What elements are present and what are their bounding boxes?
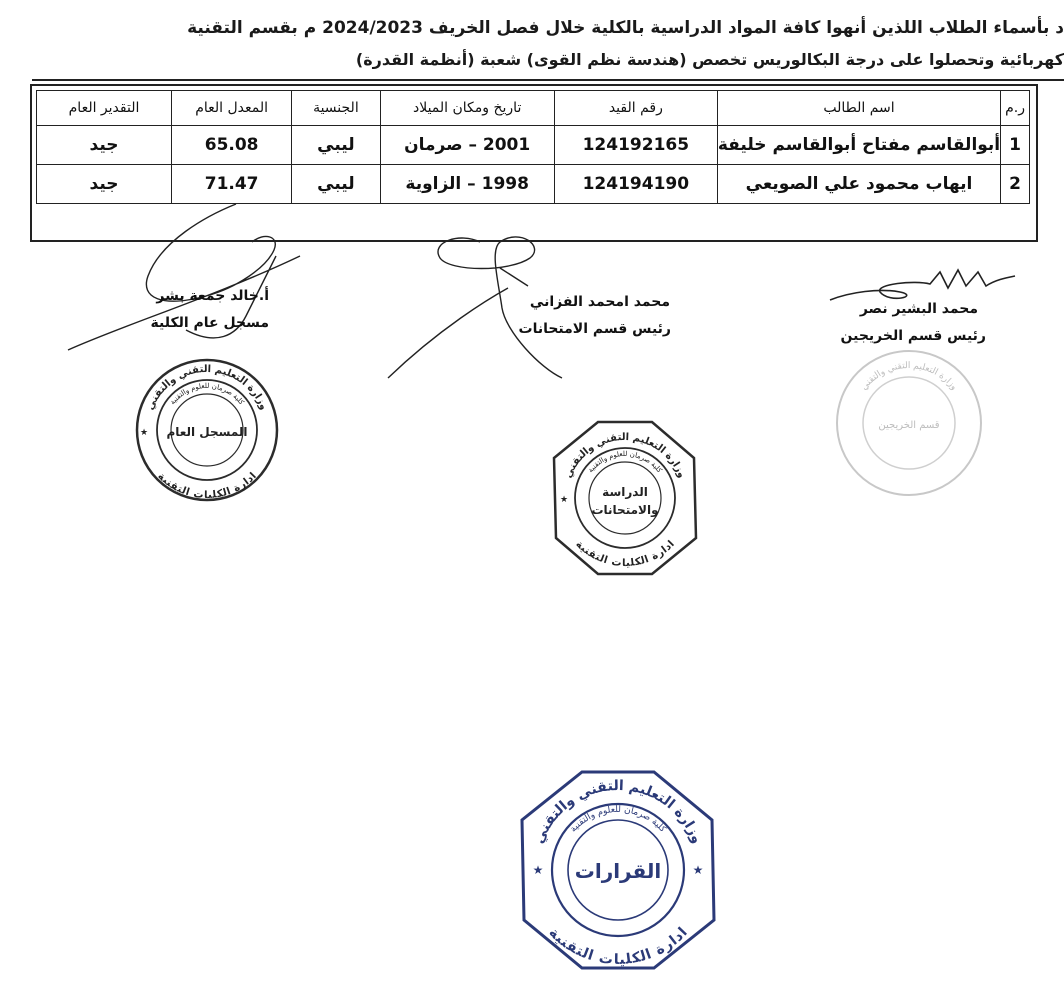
cell-grade: جيد	[37, 165, 172, 204]
registrar-stamp-center: المسجل العام	[166, 425, 248, 439]
document-heading-line1: د بأسماء الطلاب اللذين أنهوا كافة المواد الدراسية بالكلية خلال فصل الخريف 2024/2023 م بقسم التقنية	[187, 18, 1064, 38]
registrar-stamp	[132, 358, 282, 502]
registrar-stamp-ring-bottom: ادارة الكليات التقنية	[155, 470, 259, 502]
exams-stamp-ring-inner: كلية صرمان للعلوم والتقنية	[586, 449, 664, 475]
decisions-stamp-ring-top: وزارة التعليم التقني والتقني	[530, 777, 706, 846]
signatory-role-graduates: رئيس قسم الخريجين	[840, 328, 986, 344]
exams-stamp	[550, 418, 700, 578]
cell-index: 2	[1001, 165, 1030, 204]
col-header-birth: تاريخ ومكان الميلاد	[380, 91, 554, 126]
cell-grade: جيد	[37, 126, 172, 165]
cell-registration: 124194190	[554, 165, 717, 204]
registrar-stamp-ring-inner: كلية صرمان للعلوم والتقنية	[168, 381, 246, 407]
star-icon: ★	[532, 863, 544, 877]
col-header-nationality: الجنسية	[292, 91, 380, 126]
svg-text:ادارة الكليات التقنية	[545, 925, 690, 968]
exams-stamp-ring-bottom: ادارة الكليات التقنية	[573, 538, 677, 570]
decisions-stamp-ring-bottom: ادارة الكليات التقنية	[545, 924, 691, 969]
col-header-registration: رقم القيد	[554, 91, 717, 126]
signatory-name-graduates: محمد البشير نصر	[859, 301, 978, 317]
cell-birth: 1998 – الزاوية	[380, 165, 554, 204]
exams-stamp-center-line2: والامتحانات	[591, 503, 659, 517]
star-icon: ★	[139, 428, 149, 438]
graduates-stamp-center-text: قسم الخريجين	[878, 420, 940, 431]
cell-registration: 124192165	[554, 126, 717, 165]
star-icon: ★	[692, 863, 704, 877]
cell-average: 65.08	[172, 126, 292, 165]
table-row	[37, 126, 1030, 165]
signatory-name-exams: محمد امحمد الفزاني	[529, 294, 670, 310]
star-icon: ★	[559, 495, 569, 505]
signature-registrar	[66, 196, 306, 356]
cell-index: 1	[1001, 126, 1030, 165]
exams-stamp-ring-top: وزارة التعليم التقني والتقني	[562, 431, 688, 480]
col-header-grade: التقدير العام	[37, 91, 172, 126]
col-header-index: ر.م	[1001, 91, 1030, 126]
svg-text:ادارة الكليات التقنية	[155, 471, 258, 501]
cell-nationality: ليبي	[292, 165, 380, 204]
signatory-name-registrar: أ.خالد جمعة بشر	[156, 288, 269, 304]
col-header-name: اسم الطالب	[717, 91, 1000, 126]
cell-birth: 2001 – صرمان	[380, 126, 554, 165]
decisions-stamp	[518, 768, 718, 972]
document-heading-line2: كهربائية وتحصلوا على درجة البكالوريس تخصص (هندسة نظم القوى) شعبة (أنظمة القدرة)	[355, 50, 1064, 69]
graduates-stamp	[834, 348, 984, 498]
registrar-stamp-ring-top: وزارة التعليم التقني والتقني	[144, 363, 270, 412]
cell-name: ايهاب محمود علي الصويعي	[717, 165, 1000, 204]
col-header-average: المعدل العام	[172, 91, 292, 126]
decisions-stamp-center: القرارات	[574, 859, 662, 883]
exams-stamp-center-line1: الدراسة	[602, 485, 648, 499]
cell-name: أبوالقاسم مفتاح أبوالقاسم خليفة	[717, 126, 1000, 165]
table-header-row	[37, 91, 1030, 126]
signatory-role-registrar: مسجل عام الكلية	[150, 315, 269, 331]
cell-average: 71.47	[172, 165, 292, 204]
graduates-stamp-ring-text: وزارة التعليم التقني والتقني	[859, 361, 959, 393]
signatory-role-exams: رئيس قسم الامتحانات	[518, 321, 671, 337]
heading-rule	[32, 79, 1064, 81]
cell-nationality: ليبي	[292, 126, 380, 165]
students-table	[36, 90, 1030, 204]
decisions-stamp-ring-inner: كلية صرمان للعلوم والتقنية	[568, 804, 668, 835]
